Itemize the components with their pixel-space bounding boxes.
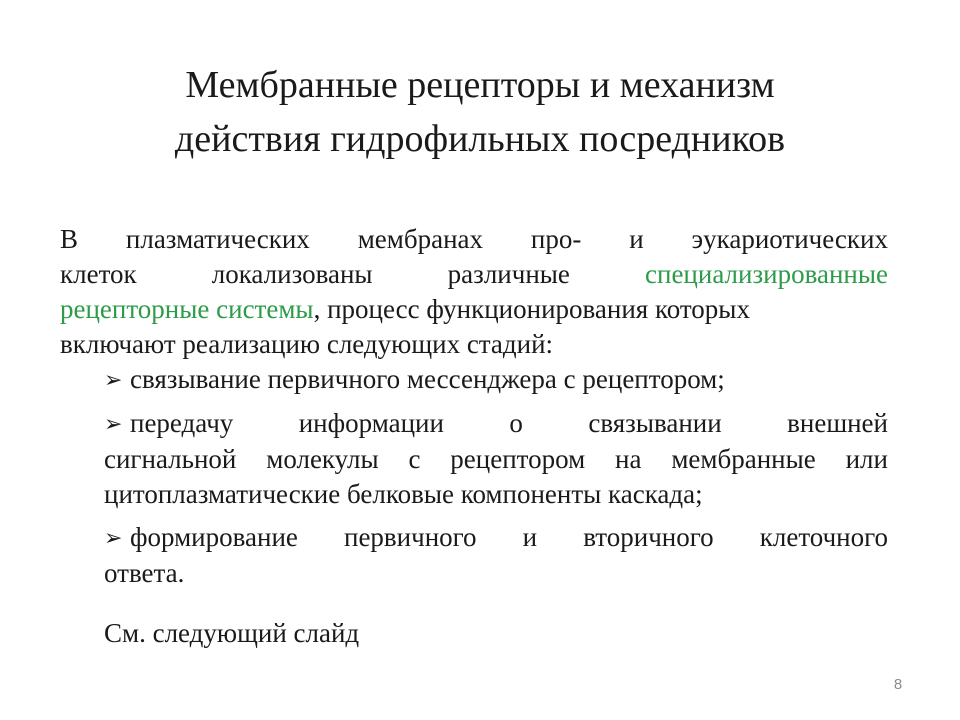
stage-line bbox=[104, 520, 888, 556]
stage-text: связывание первичного мессенджера с рецептором; bbox=[130, 364, 725, 394]
stage-line bbox=[104, 362, 888, 398]
stage-word: молекулы bbox=[266, 444, 379, 474]
stage-word: мембранные bbox=[671, 444, 816, 474]
stage-line bbox=[104, 406, 888, 442]
arrow-bullet-icon: ➢ bbox=[104, 526, 123, 551]
stage-text: цитоплазматические белковые компоненты каскада; bbox=[104, 479, 703, 509]
slide-title-line-2: действия гидрофильных посредников bbox=[174, 118, 786, 160]
stage-word: и bbox=[522, 522, 538, 552]
arrow-bullet-icon: ➢ bbox=[104, 412, 123, 437]
intro-word: и bbox=[629, 224, 644, 254]
stage-text: ответа. bbox=[104, 558, 185, 588]
page-number: 8 bbox=[893, 676, 903, 693]
intro-word: эукариотических bbox=[691, 224, 888, 254]
intro-word: клеток bbox=[60, 259, 137, 289]
stage-line bbox=[104, 556, 888, 591]
stage-word: внешней bbox=[787, 408, 888, 438]
intro-word: различные bbox=[447, 259, 570, 289]
stage-word: передачу bbox=[130, 408, 234, 438]
intro-word: про- bbox=[530, 224, 582, 254]
intro-word: локализованы bbox=[211, 259, 373, 289]
stage-list bbox=[104, 362, 888, 591]
stage-word: сигнальной bbox=[104, 444, 237, 474]
stage-word: на bbox=[615, 444, 642, 474]
stage-word: связывании bbox=[588, 408, 722, 438]
stage-word: вторичного bbox=[583, 522, 714, 552]
intro-line-2 bbox=[60, 257, 888, 292]
highlight-term: специализированные bbox=[645, 259, 888, 289]
intro-word: В bbox=[60, 224, 79, 254]
slide-title-line-1: Мембранные рецепторы и механизм bbox=[185, 64, 775, 106]
stage-word: рецептором bbox=[450, 444, 586, 474]
stage-word: информации bbox=[298, 408, 444, 438]
stage-line bbox=[104, 477, 888, 512]
stage-word: или bbox=[845, 444, 888, 474]
intro-word: плазматических bbox=[125, 224, 310, 254]
stage-word: с bbox=[408, 444, 421, 474]
intro-line-3 bbox=[60, 292, 888, 327]
intro-paragraph bbox=[60, 222, 888, 362]
slide-title bbox=[60, 58, 900, 166]
stage-word: формирование bbox=[130, 522, 298, 552]
intro-text: , процесс функционирования которых bbox=[313, 294, 750, 324]
arrow-bullet-icon: ➢ bbox=[104, 368, 123, 393]
footer-note: См. следующий слайд bbox=[104, 618, 360, 648]
intro-word: мембранах bbox=[357, 224, 483, 254]
stage-list-item bbox=[104, 406, 888, 512]
intro-line-1 bbox=[60, 222, 888, 257]
intro-line-4: включают реализацию следующих стадий: bbox=[60, 329, 554, 359]
stage-word: о bbox=[509, 408, 523, 438]
stage-list-item bbox=[104, 520, 888, 591]
stage-word: первичного bbox=[344, 522, 477, 552]
stage-list-item bbox=[104, 362, 888, 398]
stage-word: клеточного bbox=[759, 522, 888, 552]
highlight-term: рецепторные системы bbox=[60, 294, 314, 324]
stage-line bbox=[104, 442, 888, 477]
